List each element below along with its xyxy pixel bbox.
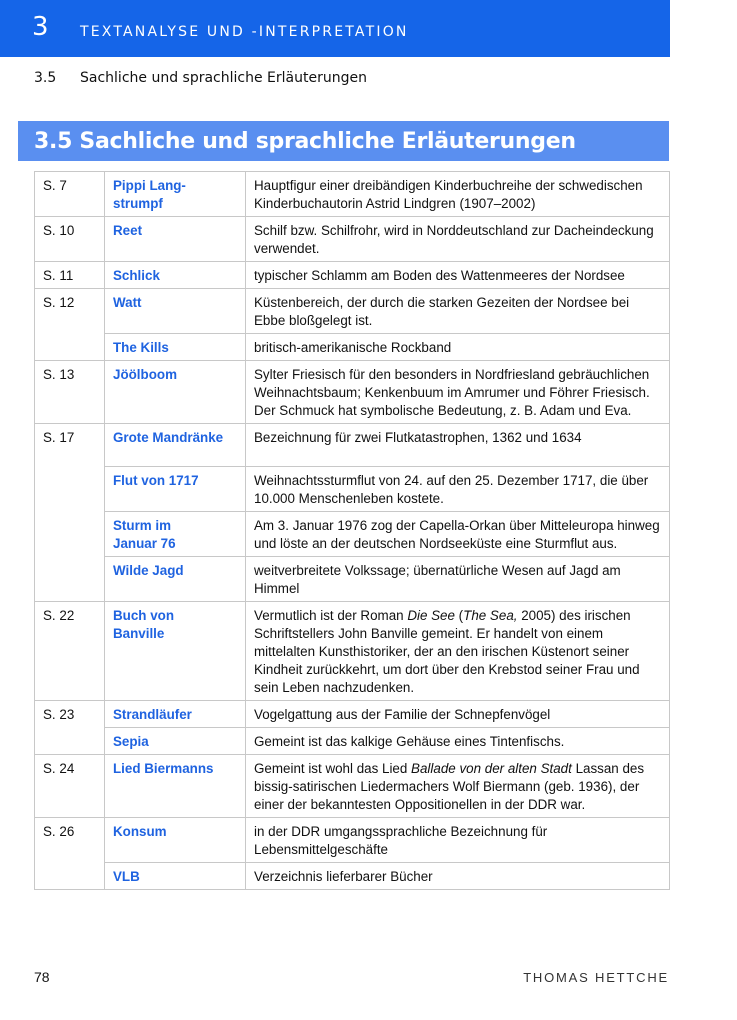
glossary-term: Jöölboom (105, 361, 246, 424)
glossary-term: Buch von Banville (105, 602, 246, 701)
table-row (35, 361, 670, 424)
table-row (35, 863, 670, 890)
description-text: Gemeint ist wohl das Lied (254, 761, 412, 776)
page-reference: S. 12 (35, 289, 105, 334)
page-reference: S. 23 (35, 701, 105, 728)
glossary-term: Konsum (105, 818, 246, 863)
description-text: Lassan des bissig-satirischen Liedermachers Wolf Biermann (geb. 1936), der einer der bekanntesten Oppositionellen in der DDR war. (254, 761, 645, 812)
glossary-description: Bezeichnung für zwei Flutkatastrophen, 1362 und 1634 (246, 424, 670, 467)
page-reference: S. 7 (35, 172, 105, 217)
table-row (35, 289, 670, 334)
running-section-head (34, 70, 367, 86)
chapter-title: TEXTANALYSE UND -INTERPRETATION (80, 24, 409, 40)
author-name: THOMAS HETTCHE (523, 970, 669, 985)
glossary-term: Strandläufer (105, 701, 246, 728)
page-reference (35, 863, 105, 890)
page-number: 78 (34, 969, 50, 985)
running-section-title: Sachliche und sprachliche Erläuterungen (80, 70, 367, 86)
table-row (35, 334, 670, 361)
page-reference (35, 728, 105, 755)
table-row (35, 217, 670, 262)
section-title: 3.5 Sachliche und sprachliche Erläuterungen (34, 129, 576, 154)
glossary-description: britisch-amerikanische Rockband (246, 334, 670, 361)
glossary-term: Watt (105, 289, 246, 334)
table-row (35, 701, 670, 728)
glossary-term: Sturm im Januar 76 (105, 512, 246, 557)
glossary-term: Flut von 1717 (105, 467, 246, 512)
chapter-header-bar (0, 0, 670, 57)
glossary-description: Weihnachtssturmflut von 24. auf den 25. Dezember 1717, die über 10.000 Menschenleben kostete. (246, 467, 670, 512)
glossary-description: Gemeint ist das kalkige Gehäuse eines Tintenfischs. (246, 728, 670, 755)
glossary-description: Vogelgattung aus der Familie der Schnepfenvögel (246, 701, 670, 728)
page-reference: S. 22 (35, 602, 105, 701)
page-reference: S. 10 (35, 217, 105, 262)
table-row (35, 728, 670, 755)
song-title: Ballade von der alten Stadt (411, 761, 572, 776)
glossary-description (246, 755, 670, 818)
page-reference: S. 24 (35, 755, 105, 818)
glossary-description: in der DDR umgangssprachliche Bezeichnung für Lebensmittelgeschäfte (246, 818, 670, 863)
page-reference: S. 11 (35, 262, 105, 289)
description-text: ( (454, 608, 464, 623)
table-row (35, 557, 670, 602)
glossary-term: Grote Mandränke (105, 424, 246, 467)
description-text: Vermutlich ist der Roman (254, 608, 408, 623)
glossary-term: Wilde Jagd (105, 557, 246, 602)
page-reference (35, 512, 105, 557)
table-row (35, 467, 670, 512)
page-reference: S. 26 (35, 818, 105, 863)
glossary-description: typischer Schlamm am Boden des Wattenmeeres der Nordsee (246, 262, 670, 289)
page-reference (35, 557, 105, 602)
table-row (35, 602, 670, 701)
description-text: 2005) des irischen Schriftstellers John Banville gemeint. Er handelt von einem mittelalten Kunsthistoriker, der an den irischen Küstenort seiner Kindheit zurückkehrt, um dort über den Krebstod seiner Frau und sein Leben nachzudenken. (254, 608, 640, 695)
table-row (35, 424, 670, 467)
book-title-de: Die See (407, 608, 455, 623)
glossary-description: Sylter Friesisch für den besonders in Nordfriesland gebräuchlichen Weihnachtsbaum; Kenkenbuum im Amrumer und Föhrer Friesisch. Der Schmuck hat symbolische Bedeutung, z. B. Adam und Eva. (246, 361, 670, 424)
glossary-term: The Kills (105, 334, 246, 361)
table-row (35, 512, 670, 557)
table-row (35, 818, 670, 863)
glossary-table (34, 171, 670, 890)
glossary-description: weitverbreitete Volkssage; übernatürliche Wesen auf Jagd am Himmel (246, 557, 670, 602)
glossary-description (246, 602, 670, 701)
glossary-description: Schilf bzw. Schilfrohr, wird in Norddeutschland zur Dacheindeckung verwendet. (246, 217, 670, 262)
book-title-en: The Sea, (463, 608, 518, 623)
glossary-term: Lied Biermanns (105, 755, 246, 818)
page-reference (35, 467, 105, 512)
glossary-term: Sepia (105, 728, 246, 755)
glossary-description: Am 3. Januar 1976 zog der Capella-Orkan über Mitteleuropa hinweg und löste an der deutschen Nordseeküste eine Sturmflut aus. (246, 512, 670, 557)
table-row (35, 755, 670, 818)
glossary-description: Hauptfigur einer dreibändigen Kinderbuchreihe der schwedischen Kinderbuchautorin Astrid Lindgren (1907–2002) (246, 172, 670, 217)
table-row (35, 172, 670, 217)
running-section-number: 3.5 (34, 70, 57, 86)
page-reference: S. 17 (35, 424, 105, 467)
page-reference: S. 13 (35, 361, 105, 424)
glossary-term: Pippi Lang- strumpf (105, 172, 246, 217)
glossary-term: Schlick (105, 262, 246, 289)
table-row (35, 262, 670, 289)
page-reference (35, 334, 105, 361)
glossary-term: VLB (105, 863, 246, 890)
glossary-description: Verzeichnis lieferbarer Bücher (246, 863, 670, 890)
glossary-term: Reet (105, 217, 246, 262)
chapter-number: 3 (32, 12, 49, 42)
glossary-description: Küstenbereich, der durch die starken Gezeiten der Nordsee bei Ebbe bloßgelegt ist. (246, 289, 670, 334)
